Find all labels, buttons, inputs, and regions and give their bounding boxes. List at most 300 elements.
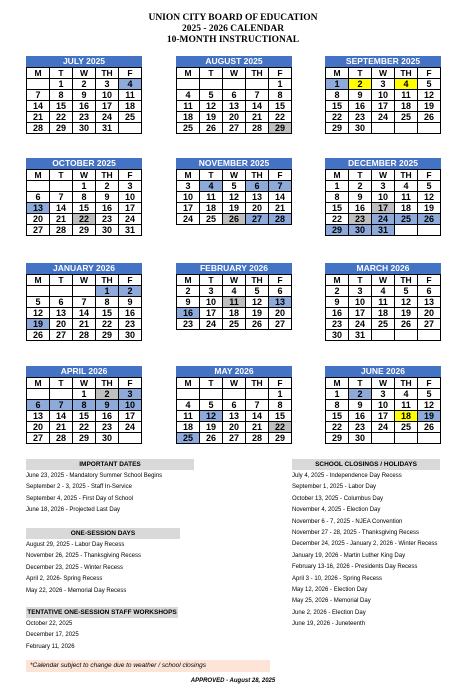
day-cell: 11	[223, 297, 246, 308]
day-cell: 5	[27, 297, 50, 308]
day-cell: 15	[73, 203, 96, 214]
day-cell: 14	[246, 411, 269, 422]
week-row	[326, 203, 441, 214]
day-cell: 2	[349, 389, 372, 400]
week-row	[27, 90, 142, 101]
day-cell: 30	[349, 123, 372, 134]
day-cell: 24	[177, 214, 200, 225]
day-cell: 20	[50, 319, 73, 330]
month-calendar	[325, 366, 441, 444]
week-row	[27, 101, 142, 112]
day-cell: 29	[96, 330, 119, 341]
day-cell	[223, 79, 246, 90]
day-cell: 23	[326, 319, 349, 330]
day-cell	[27, 181, 50, 192]
day-cell: 6	[269, 286, 292, 297]
week-row	[326, 330, 441, 341]
day-cell: 23	[349, 214, 372, 225]
day-cell: 7	[50, 400, 73, 411]
important-date-item: September 2 - 3, 2025 - Staff In-Service	[26, 484, 132, 491]
day-cell: 1	[326, 181, 349, 192]
day-cell	[418, 123, 441, 134]
day-cell: 26	[418, 214, 441, 225]
weekday-label: TH	[395, 68, 418, 79]
day-cell: 9	[96, 400, 119, 411]
month-calendar	[26, 366, 142, 444]
day-cell: 8	[326, 400, 349, 411]
day-cell: 10	[119, 400, 142, 411]
weekday-label: T	[349, 68, 372, 79]
day-cell: 26	[246, 319, 269, 330]
weekday-label: T	[349, 170, 372, 181]
closing-item: February 13-16, 2026 - Presidents Day Recess	[292, 564, 418, 571]
closing-item: April 3 - 10, 2026 - Spring Recess	[292, 575, 383, 582]
weekday-label: M	[326, 275, 349, 286]
day-cell: 19	[200, 112, 223, 123]
weekday-label: M	[177, 275, 200, 286]
day-cell: 9	[73, 90, 96, 101]
day-cell: 25	[223, 319, 246, 330]
week-row	[177, 319, 292, 330]
day-cell: 27	[418, 319, 441, 330]
approval-date: APPROVED - August 28, 2025	[190, 678, 276, 684]
month-grid	[325, 274, 441, 341]
day-cell: 31	[372, 225, 395, 236]
week-row	[326, 422, 441, 433]
month-calendar	[325, 158, 441, 236]
day-cell: 6	[246, 181, 269, 192]
week-row	[326, 101, 441, 112]
day-cell: 1	[269, 79, 292, 90]
day-cell	[395, 330, 418, 341]
day-cell: 8	[96, 297, 119, 308]
weekday-label: M	[27, 275, 50, 286]
day-cell: 2	[349, 181, 372, 192]
day-cell: 22	[50, 112, 73, 123]
day-cell: 13	[50, 308, 73, 319]
day-cell: 19	[418, 101, 441, 112]
one-session-item: August 29, 2025 - Labor Day Recess	[26, 542, 125, 548]
weekday-row	[177, 378, 292, 389]
day-cell: 12	[418, 192, 441, 203]
weekday-label: F	[119, 378, 142, 389]
day-cell: 19	[27, 319, 50, 330]
day-cell: 13	[223, 101, 246, 112]
week-row	[27, 389, 142, 400]
day-cell: 18	[177, 422, 200, 433]
day-cell: 23	[119, 319, 142, 330]
day-cell: 23	[349, 422, 372, 433]
week-row	[326, 433, 441, 444]
day-cell: 16	[73, 101, 96, 112]
important-dates-header: IMPORTANT DATES	[26, 459, 194, 470]
day-cell: 9	[96, 192, 119, 203]
day-cell: 16	[326, 308, 349, 319]
day-cell: 20	[269, 308, 292, 319]
month-calendar	[325, 56, 441, 134]
day-cell: 7	[50, 192, 73, 203]
weekday-label: W	[372, 275, 395, 286]
day-cell: 15	[269, 411, 292, 422]
day-cell: 3	[349, 286, 372, 297]
day-cell: 6	[50, 297, 73, 308]
month-grid	[176, 67, 292, 134]
day-cell: 6	[223, 90, 246, 101]
school-closings-section	[292, 459, 440, 630]
weekday-label: TH	[395, 275, 418, 286]
day-cell: 11	[177, 101, 200, 112]
week-row	[27, 400, 142, 411]
day-cell: 4	[395, 389, 418, 400]
one-session-list	[26, 539, 180, 597]
day-cell: 3	[177, 181, 200, 192]
month-grid	[325, 169, 441, 236]
day-cell: 8	[73, 192, 96, 203]
day-cell: 26	[200, 433, 223, 444]
day-cell: 23	[96, 214, 119, 225]
day-cell: 2	[96, 181, 119, 192]
day-cell: 2	[326, 286, 349, 297]
day-cell: 19	[223, 203, 246, 214]
week-row	[326, 181, 441, 192]
week-row	[27, 112, 142, 123]
week-row	[177, 79, 292, 90]
day-cell: 25	[395, 214, 418, 225]
month-name: FEBRUARY 2026	[176, 263, 292, 274]
weekday-label: W	[372, 378, 395, 389]
day-cell: 29	[326, 433, 349, 444]
closing-item: November 4, 2025 - Election Day	[292, 507, 381, 514]
day-cell: 19	[246, 308, 269, 319]
day-cell: 7	[246, 90, 269, 101]
day-cell	[395, 433, 418, 444]
day-cell: 11	[395, 192, 418, 203]
month-name: DECEMBER 2025	[325, 158, 441, 169]
day-cell: 12	[27, 308, 50, 319]
weekday-label: W	[73, 378, 96, 389]
day-cell: 8	[269, 90, 292, 101]
weekday-label: W	[73, 68, 96, 79]
week-row	[27, 123, 142, 134]
week-row	[27, 192, 142, 203]
week-row	[177, 389, 292, 400]
day-cell: 9	[349, 90, 372, 101]
day-cell: 29	[73, 433, 96, 444]
day-cell: 25	[200, 214, 223, 225]
weekday-label: M	[27, 68, 50, 79]
day-cell	[50, 389, 73, 400]
day-cell	[418, 330, 441, 341]
day-cell: 31	[349, 330, 372, 341]
day-cell: 28	[246, 433, 269, 444]
day-cell: 22	[326, 214, 349, 225]
week-row	[27, 433, 142, 444]
day-cell: 1	[50, 79, 73, 90]
day-cell: 30	[349, 225, 372, 236]
day-cell: 22	[96, 319, 119, 330]
day-cell	[246, 79, 269, 90]
day-cell	[223, 389, 246, 400]
day-cell: 30	[119, 330, 142, 341]
day-cell: 9	[119, 297, 142, 308]
month-grid	[26, 274, 142, 341]
weekday-label: F	[418, 68, 441, 79]
day-cell: 31	[119, 225, 142, 236]
day-cell: 6	[27, 192, 50, 203]
week-row	[326, 214, 441, 225]
day-cell: 2	[177, 286, 200, 297]
day-cell: 10	[349, 297, 372, 308]
closing-item: September 1, 2025 - Labor Day	[292, 484, 377, 491]
day-cell: 16	[349, 101, 372, 112]
week-row	[27, 79, 142, 90]
closing-item: December 24, 2025 - January 2, 2026 - Winter Recess	[292, 541, 438, 548]
week-row	[177, 411, 292, 422]
closing-item: November 27 - 28, 2025 - Thanksgiving Recess	[292, 529, 419, 536]
weekday-row	[177, 68, 292, 79]
day-cell: 19	[418, 203, 441, 214]
month-calendar	[176, 366, 292, 444]
weekday-label: TH	[96, 275, 119, 286]
day-cell: 24	[349, 319, 372, 330]
week-row	[27, 308, 142, 319]
month-calendar	[26, 158, 142, 236]
day-cell	[27, 389, 50, 400]
day-cell	[395, 225, 418, 236]
weekday-label: TH	[96, 68, 119, 79]
day-cell	[395, 123, 418, 134]
weekday-label: F	[119, 170, 142, 181]
day-cell: 8	[269, 400, 292, 411]
day-cell: 11	[119, 90, 142, 101]
week-row	[27, 411, 142, 422]
weekday-label: F	[269, 275, 292, 286]
day-cell: 5	[246, 286, 269, 297]
day-cell: 15	[326, 101, 349, 112]
day-cell: 5	[200, 400, 223, 411]
day-cell: 22	[73, 214, 96, 225]
day-cell: 27	[223, 123, 246, 134]
weekday-label: T	[349, 275, 372, 286]
day-cell	[372, 433, 395, 444]
day-cell: 3	[372, 79, 395, 90]
weekday-label: M	[326, 378, 349, 389]
weekday-label: M	[177, 170, 200, 181]
day-cell: 2	[96, 389, 119, 400]
day-cell: 27	[27, 433, 50, 444]
day-cell: 9	[349, 400, 372, 411]
day-cell: 10	[177, 192, 200, 203]
day-cell: 28	[50, 225, 73, 236]
day-cell: 10	[200, 297, 223, 308]
day-cell: 21	[50, 422, 73, 433]
day-cell: 16	[349, 203, 372, 214]
day-cell: 14	[269, 192, 292, 203]
month-name: SEPTEMBER 2025	[325, 56, 441, 67]
day-cell: 23	[349, 112, 372, 123]
day-cell: 4	[223, 286, 246, 297]
day-cell: 26	[223, 214, 246, 225]
day-cell: 4	[200, 181, 223, 192]
day-cell: 1	[269, 389, 292, 400]
day-cell: 12	[395, 297, 418, 308]
day-cell: 18	[223, 308, 246, 319]
week-row	[326, 225, 441, 236]
day-cell: 8	[73, 400, 96, 411]
day-cell: 17	[177, 203, 200, 214]
day-cell: 7	[73, 297, 96, 308]
month-name: NOVEMBER 2025	[176, 158, 292, 169]
week-row	[177, 433, 292, 444]
month-grid	[176, 274, 292, 330]
month-calendar	[176, 56, 292, 134]
closing-item: January 19, 2026 - Martin Luther King Day	[292, 552, 406, 559]
day-cell: 29	[326, 123, 349, 134]
one-session-header: ONE-SESSION DAYS	[26, 528, 180, 539]
week-row	[27, 319, 142, 330]
day-cell: 27	[50, 330, 73, 341]
day-cell	[73, 286, 96, 297]
day-cell: 11	[395, 400, 418, 411]
day-cell: 9	[177, 297, 200, 308]
day-cell	[200, 79, 223, 90]
staff-workshops-section	[26, 607, 178, 653]
day-cell: 15	[326, 411, 349, 422]
day-cell: 26	[418, 422, 441, 433]
day-cell: 1	[73, 389, 96, 400]
day-cell: 20	[246, 203, 269, 214]
calendar-disclaimer-note: *Calendar subject to change due to weather / school closings	[26, 660, 270, 672]
month-name: MAY 2026	[176, 366, 292, 377]
month-calendar	[325, 263, 441, 341]
month-name: AUGUST 2025	[176, 56, 292, 67]
day-cell: 2	[349, 79, 372, 90]
month-grid	[325, 377, 441, 444]
day-cell: 1	[326, 389, 349, 400]
weekday-row	[177, 275, 292, 286]
day-cell: 6	[27, 400, 50, 411]
week-row	[326, 123, 441, 134]
district-title: UNION CITY BOARD OF EDUCATION	[148, 13, 318, 23]
day-cell: 28	[27, 123, 50, 134]
week-row	[326, 411, 441, 422]
staff-workshops-list	[26, 618, 178, 653]
day-cell: 9	[326, 297, 349, 308]
day-cell: 13	[246, 192, 269, 203]
day-cell: 26	[200, 123, 223, 134]
closing-item: July 4, 2025 - Independence Day Recess	[292, 473, 402, 479]
important-dates-list	[26, 470, 194, 517]
day-cell: 3	[119, 389, 142, 400]
month-grid	[176, 377, 292, 444]
day-cell: 11	[395, 90, 418, 101]
weekday-label: T	[200, 275, 223, 286]
weekday-label: M	[27, 378, 50, 389]
day-cell: 30	[96, 225, 119, 236]
week-row	[326, 112, 441, 123]
day-cell: 1	[96, 286, 119, 297]
weekday-label: W	[223, 378, 246, 389]
closing-item: June 2, 2026 - Election Day	[292, 609, 366, 616]
day-cell: 25	[372, 319, 395, 330]
day-cell: 29	[73, 225, 96, 236]
day-cell: 3	[119, 181, 142, 192]
day-cell	[177, 389, 200, 400]
day-cell: 8	[326, 192, 349, 203]
month-calendar	[26, 56, 142, 134]
day-cell: 23	[73, 112, 96, 123]
day-cell: 28	[73, 330, 96, 341]
day-cell: 6	[223, 400, 246, 411]
week-row	[177, 297, 292, 308]
day-cell: 21	[246, 422, 269, 433]
day-cell: 14	[246, 101, 269, 112]
day-cell: 8	[326, 90, 349, 101]
week-row	[326, 286, 441, 297]
day-cell: 12	[246, 297, 269, 308]
weekday-label: F	[119, 68, 142, 79]
important-date-item: June 23, 2025 - Mandatory Summer School Begins	[26, 473, 163, 479]
day-cell: 13	[27, 411, 50, 422]
day-cell: 20	[418, 308, 441, 319]
school-closings-list	[292, 470, 440, 630]
month-name: OCTOBER 2025	[26, 158, 142, 169]
day-cell: 20	[27, 214, 50, 225]
month-name: JUNE 2026	[325, 366, 441, 377]
weekday-row	[27, 170, 142, 181]
weekday-label: T	[50, 378, 73, 389]
day-cell: 4	[177, 90, 200, 101]
day-cell: 6	[418, 286, 441, 297]
weekday-label: TH	[246, 378, 269, 389]
day-cell: 17	[349, 308, 372, 319]
weekday-label: M	[326, 68, 349, 79]
day-cell: 29	[269, 123, 292, 134]
weekday-label: W	[223, 170, 246, 181]
weekday-row	[326, 378, 441, 389]
day-cell	[246, 389, 269, 400]
weekday-label: F	[269, 170, 292, 181]
day-cell: 17	[372, 101, 395, 112]
week-row	[27, 181, 142, 192]
week-row	[326, 79, 441, 90]
day-cell: 31	[96, 123, 119, 134]
week-row	[177, 214, 292, 225]
day-cell: 13	[269, 297, 292, 308]
week-row	[177, 101, 292, 112]
day-cell: 7	[269, 181, 292, 192]
week-row	[27, 422, 142, 433]
day-cell	[50, 181, 73, 192]
day-cell: 24	[96, 112, 119, 123]
day-cell: 30	[96, 433, 119, 444]
weekday-label: F	[418, 378, 441, 389]
month-name: APRIL 2026	[26, 366, 142, 377]
day-cell: 28	[50, 433, 73, 444]
day-cell: 30	[326, 330, 349, 341]
day-cell: 10	[119, 192, 142, 203]
closing-item: October 13, 2025 - Columbus Day	[292, 495, 384, 502]
day-cell: 10	[372, 192, 395, 203]
day-cell: 28	[269, 214, 292, 225]
day-cell: 17	[372, 411, 395, 422]
month-calendar	[176, 158, 292, 225]
day-cell	[177, 79, 200, 90]
day-cell: 15	[269, 101, 292, 112]
day-cell	[200, 389, 223, 400]
weekday-label: T	[50, 275, 73, 286]
day-cell: 30	[349, 433, 372, 444]
